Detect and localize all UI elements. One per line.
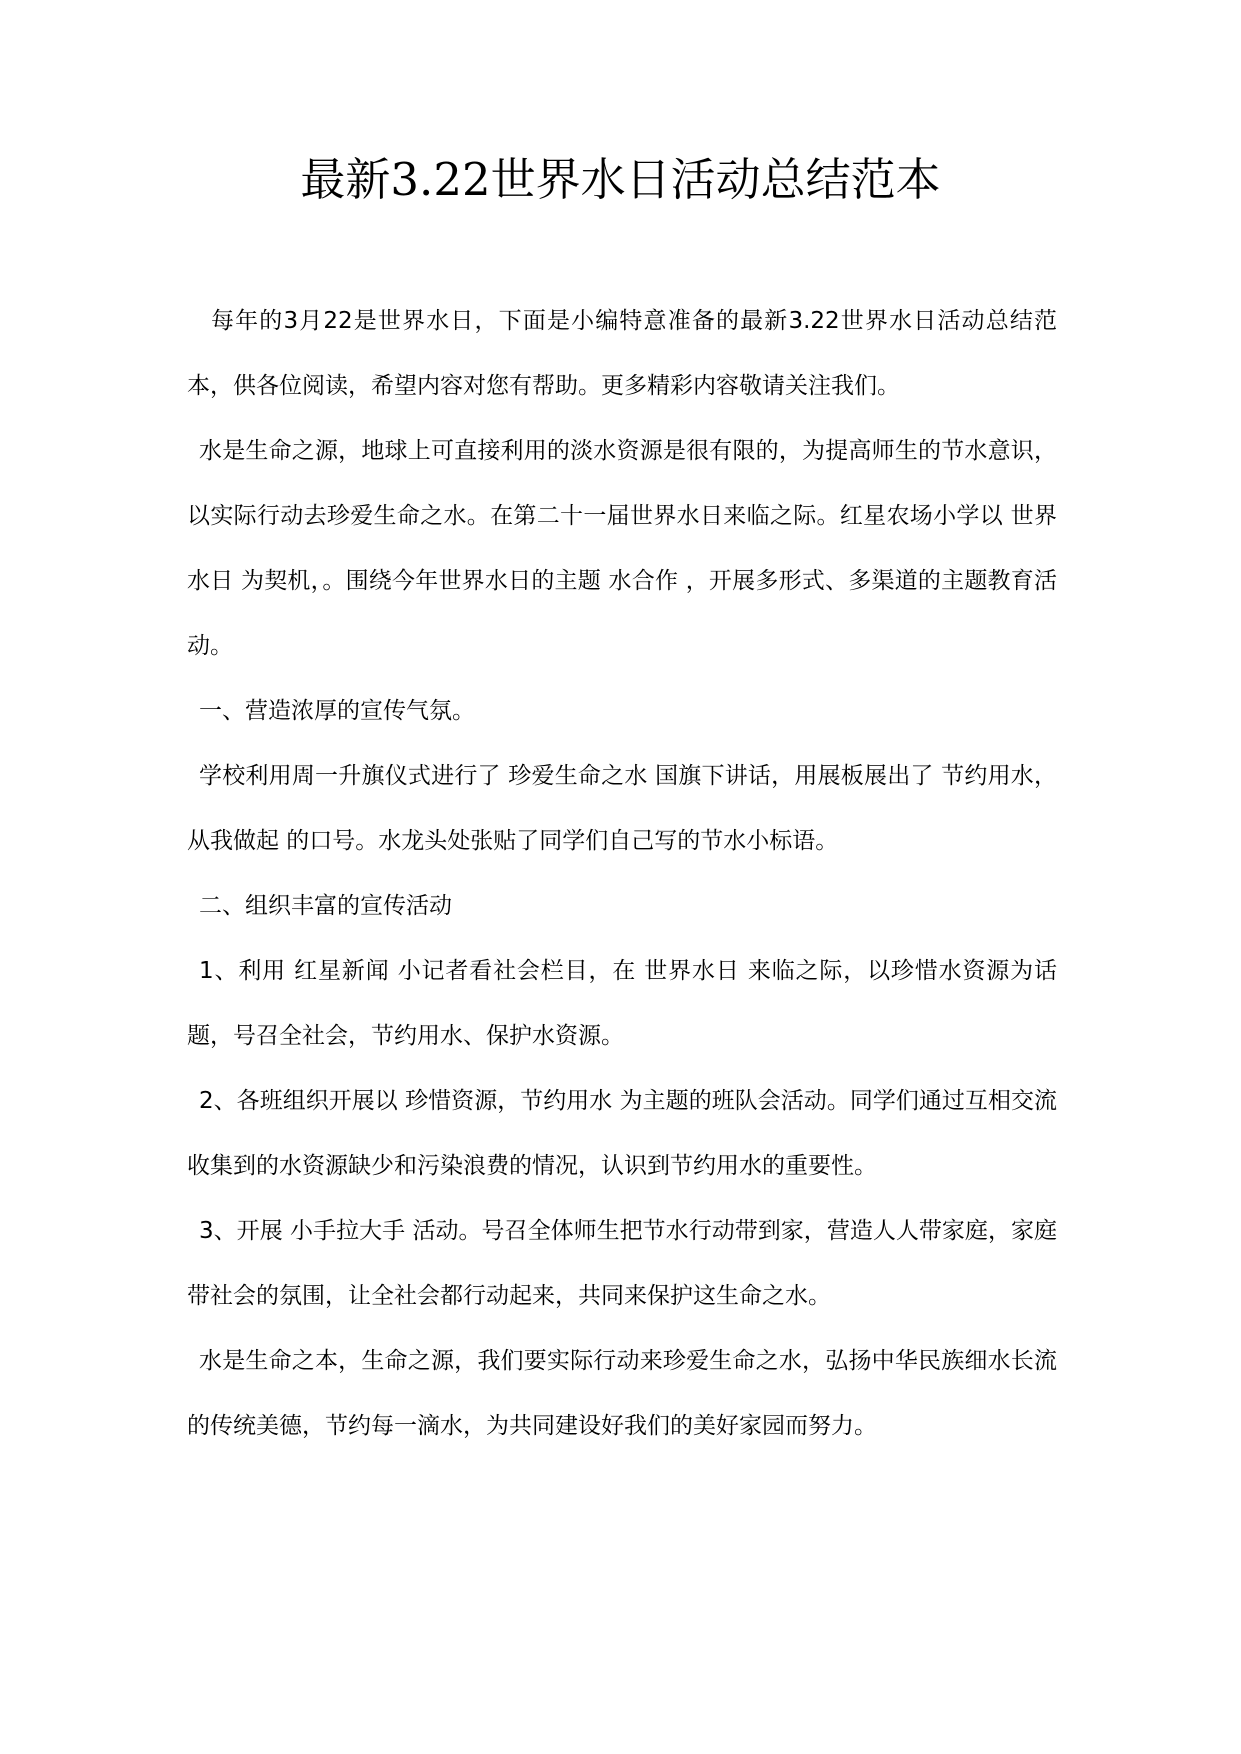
- paragraph-item-3: 3、开展 小手拉大手 活动。号召全体师生把节水行动带到家，营造人人带家庭，家庭带社会的氛围，让全社会都行动起来，共同来保护这生命之水。: [187, 1218, 1057, 1309]
- paragraph-item-2: 2、各班组织开展以 珍惜资源，节约用水 为主题的班队会活动。同学们通过互相交流收集到的水资源缺少和污染浪费的情况，认识到节约用水的重要性。: [187, 1088, 1057, 1179]
- document-body: [187, 289, 1057, 1459]
- section-heading-2: 二、组织丰富的宣传活动: [199, 893, 452, 919]
- paragraph-section-1: 学校利用周一升旗仪式进行了 珍爱生命之水 国旗下讲话，用展板展出了 节约用水，从我做起 的口号。水龙头处张贴了同学们自己写的节水小标语。: [187, 763, 1057, 854]
- paragraph-intro: 每年的3月22是世界水日，下面是小编特意准备的最新3.22世界水日活动总结范本，供各位阅读，希望内容对您有帮助。更多精彩内容敬请关注我们。: [187, 308, 1057, 399]
- document-title: 最新3.22世界水日活动总结范本: [300, 153, 941, 206]
- paragraph-conclusion: 水是生命之本，生命之源，我们要实际行动来珍爱生命之水，弘扬中华民族细水长流的传统美德，节约每一滴水，为共同建设好我们的美好家园而努力。: [187, 1348, 1057, 1439]
- paragraph-background: 水是生命之源，地球上可直接利用的淡水资源是很有限的，为提高师生的节水意识，以实际行动去珍爱生命之水。在第二十一届世界水日来临之际。红星农场小学以 世界水日 为契机，。围绕今年世界水日的主题 水合作 ，开展多形式、多渠道的主题教育活动。: [187, 438, 1057, 659]
- paragraph-item-1: 1、利用 红星新闻 小记者看社会栏目，在 世界水日 来临之际，以珍惜水资源为话题，号召全社会，节约用水、保护水资源。: [187, 958, 1057, 1049]
- section-heading-1: 一、营造浓厚的宣传气氛。: [199, 698, 475, 724]
